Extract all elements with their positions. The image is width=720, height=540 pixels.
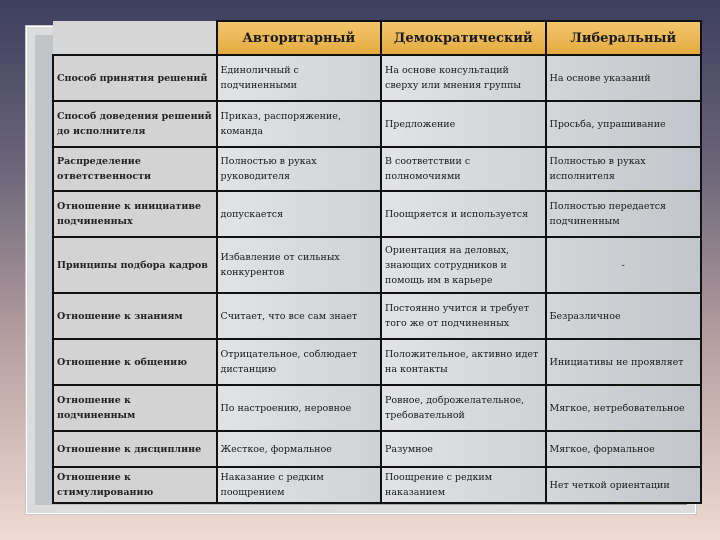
table-cell: Жесткое, формальное <box>217 431 382 467</box>
table-cell: Полностью в руках исполнителя <box>546 147 701 191</box>
table-cell: Мягкое, формальное <box>546 431 701 467</box>
row-header: Способ принятия решений <box>53 55 217 101</box>
row-header: Отношение к стимулированию <box>53 467 217 503</box>
table-cell: Инициативы не проявляет <box>546 339 701 385</box>
column-header-authoritarian: Авторитарный <box>217 21 382 55</box>
table-cell: Приказ, распоряжение, команда <box>217 101 382 147</box>
column-header-liberal: Либеральный <box>546 21 701 55</box>
table-row <box>53 191 701 237</box>
table-cell: Постоянно учится и требует того же от подчиненных <box>381 293 546 339</box>
row-header: Отношение к инициативе подчиненных <box>53 191 217 237</box>
table-cell: допускается <box>217 191 382 237</box>
table-cell: Избавление от сильных конкурентов <box>217 237 382 293</box>
table-cell: Предложение <box>381 101 546 147</box>
row-header: Распределение ответственности <box>53 147 217 191</box>
table-row <box>53 339 701 385</box>
table-cell: Безразличное <box>546 293 701 339</box>
table-cell: Поощрение с редким наказанием <box>381 467 546 503</box>
table-cell: На основе консультаций сверху или мнения группы <box>381 55 546 101</box>
table-header-row <box>53 21 701 55</box>
row-header: Отношение к подчиненным <box>53 385 217 431</box>
table-row <box>53 385 701 431</box>
table-row <box>53 467 701 503</box>
table-cell: Наказание с редким поощрением <box>217 467 382 503</box>
header-corner <box>53 21 217 55</box>
table-cell: Мягкое, нетребовательное <box>546 385 701 431</box>
row-header: Отношение к знаниям <box>53 293 217 339</box>
table-cell: Нет четкой ориентации <box>546 467 701 503</box>
table-cell: Полностью в руках руководителя <box>217 147 382 191</box>
table-cell: Единоличный с подчиненными <box>217 55 382 101</box>
row-header: Принципы подбора кадров <box>53 237 217 293</box>
table-row <box>53 147 701 191</box>
leadership-styles-table <box>52 20 702 504</box>
table-row <box>53 237 701 293</box>
table-cell: Поощряется и используется <box>381 191 546 237</box>
row-header: Способ доведения решений до исполнителя <box>53 101 217 147</box>
table-cell: - <box>546 237 701 293</box>
table-cell: Отрицательное, соблюдает дистанцию <box>217 339 382 385</box>
row-header: Отношение к общению <box>53 339 217 385</box>
table-cell: Полностью передается подчиненным <box>546 191 701 237</box>
table-row <box>53 293 701 339</box>
table-row <box>53 55 701 101</box>
table-cell: По настроению, неровное <box>217 385 382 431</box>
table-cell: Считает, что все сам знает <box>217 293 382 339</box>
table-cell: На основе указаний <box>546 55 701 101</box>
table-row <box>53 101 701 147</box>
table-cell: Ориентация на деловых, знающих сотрудников и помощь им в карьере <box>381 237 546 293</box>
table-cell: Разумное <box>381 431 546 467</box>
table-cell: Ровное, доброжелательное, требовательной <box>381 385 546 431</box>
row-header: Отношение к дисциплине <box>53 431 217 467</box>
table-row <box>53 431 701 467</box>
table-cell: Просьба, упрашивание <box>546 101 701 147</box>
column-header-democratic: Демократический <box>381 21 546 55</box>
table-cell: Положительное, активно идет на контакты <box>381 339 546 385</box>
table-cell: В соответствии с полномочиями <box>381 147 546 191</box>
